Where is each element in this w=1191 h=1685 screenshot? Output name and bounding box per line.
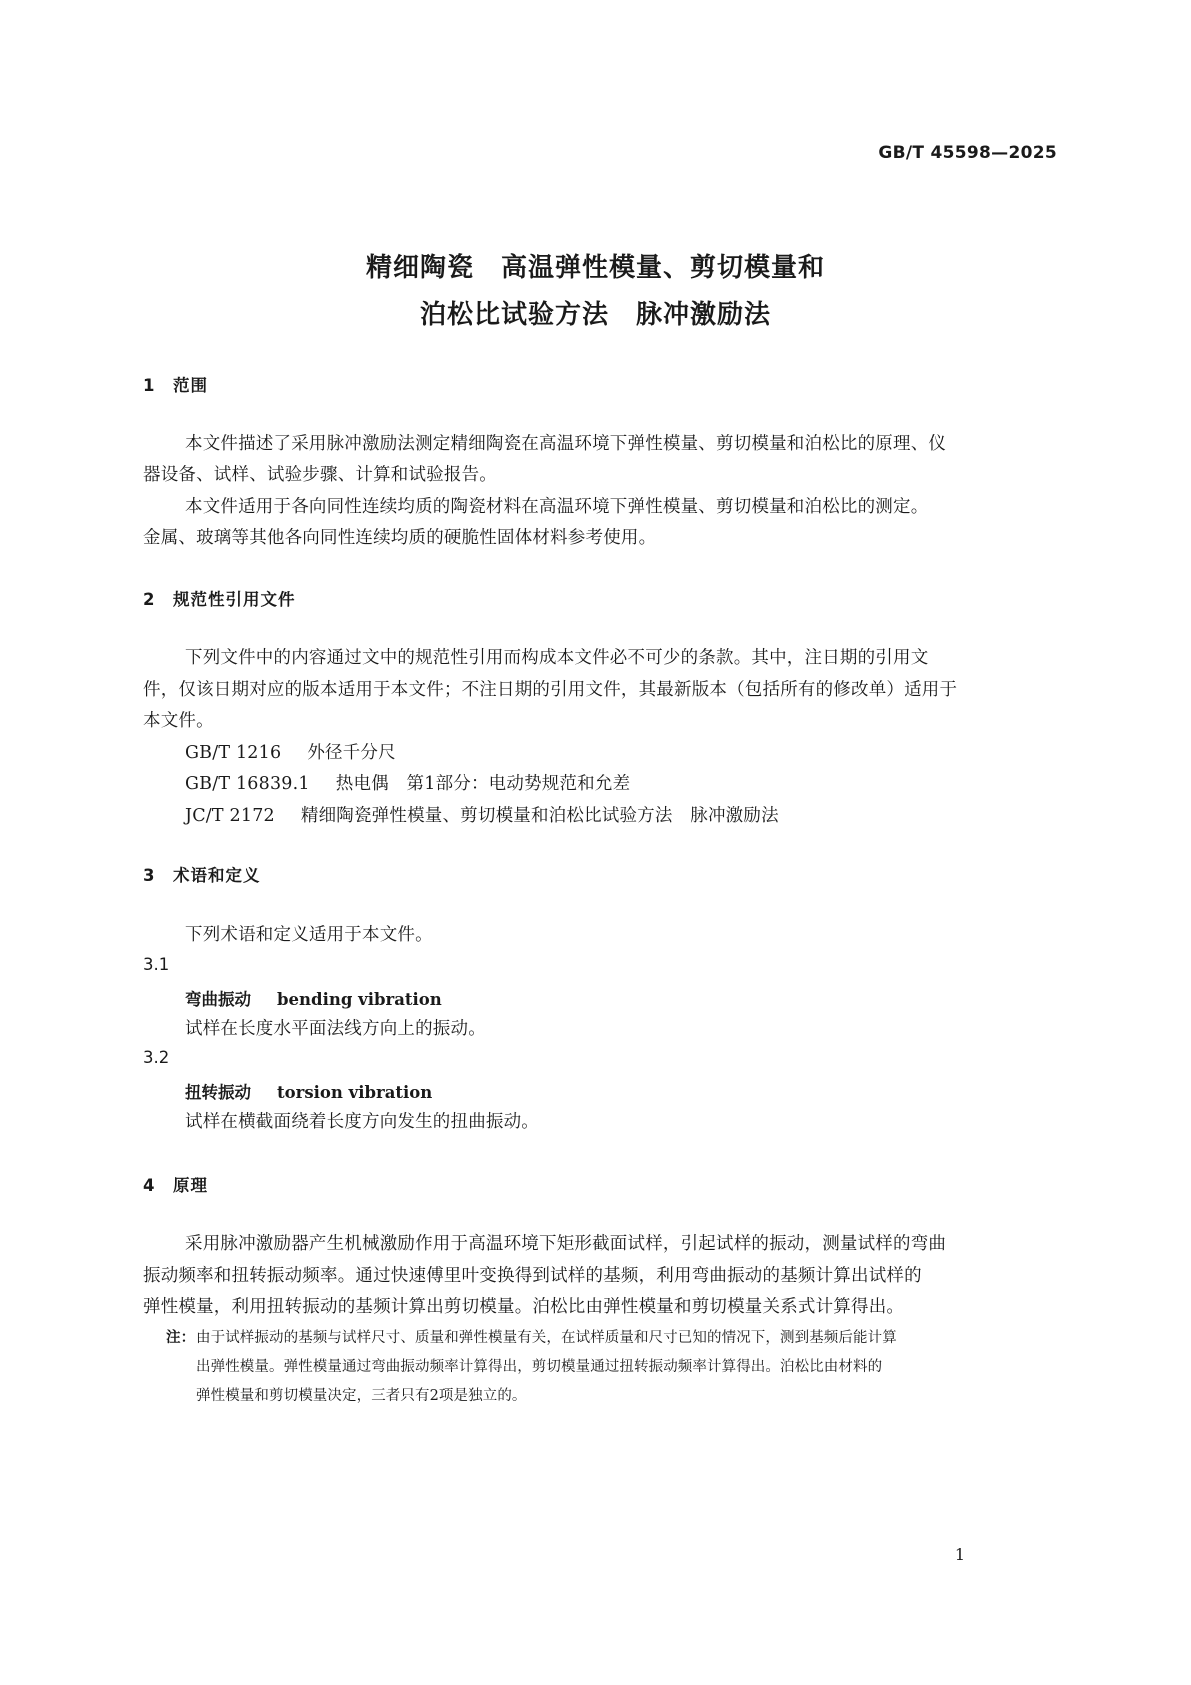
section-title: 原理 bbox=[173, 1176, 208, 1195]
term-entry bbox=[185, 986, 442, 1010]
section-number: 3 bbox=[143, 866, 156, 885]
document-title-line-1: 精细陶瓷 高温弹性模量、剪切模量和 bbox=[365, 253, 825, 283]
term-zh: 扭转振动 bbox=[185, 1083, 251, 1102]
reference-name: 精细陶瓷弹性模量、剪切模量和泊松比试验方法 脉冲激励法 bbox=[300, 806, 779, 826]
term-definition: 试样在横截面绕着长度方向发生的扭曲振动。 bbox=[185, 1112, 539, 1132]
section-title: 范围 bbox=[173, 376, 208, 395]
paragraph-line: 金属、玻璃等其他各向同性连续均质的硬脆性固体材料参考使用。 bbox=[143, 528, 657, 548]
paragraph-line: 采用脉冲激励器产生机械激励作用于高温环境下矩形截面试样，引起试样的振动，测量试样的弯曲 bbox=[185, 1234, 947, 1254]
section-4-heading bbox=[143, 1172, 208, 1196]
reference-code: JC/T 2172 bbox=[185, 806, 275, 826]
term-entry bbox=[185, 1079, 432, 1103]
reference-name: 热电偶 第1部分：电动势规范和允差 bbox=[335, 774, 631, 794]
term-en: bending vibration bbox=[277, 990, 442, 1009]
note-line: 由于试样振动的基频与试样尺寸、质量和弹性模量有关，在试样质量和尺寸已知的情况下，测到基频后能计算 bbox=[196, 1330, 897, 1346]
section-title: 术语和定义 bbox=[173, 866, 261, 885]
term-number: 3.2 bbox=[143, 1048, 170, 1067]
term-definition: 试样在长度水平面法线方向上的振动。 bbox=[185, 1019, 486, 1039]
document-title-line-2: 泊松比试验方法 脉冲激励法 bbox=[419, 300, 771, 330]
paragraph-line: 本文件。 bbox=[143, 711, 214, 731]
paragraph-line: 下列术语和定义适用于本文件。 bbox=[185, 925, 433, 945]
paragraph-line: 振动频率和扭转振动频率。通过快速傅里叶变换得到试样的基频，利用弯曲振动的基频计算出试样的 bbox=[143, 1266, 922, 1286]
section-number: 4 bbox=[143, 1176, 156, 1195]
section-number: 2 bbox=[143, 590, 156, 609]
normative-reference bbox=[185, 802, 779, 827]
paragraph-line: 件，仅该日期对应的版本适用于本文件；不注日期的引用文件，其最新版本（包括所有的修改单）适用于 bbox=[143, 680, 958, 700]
paragraph-line: 本文件适用于各向同性连续均质的陶瓷材料在高温环境下弹性模量、剪切模量和泊松比的测定。 bbox=[185, 497, 929, 517]
section-2-heading bbox=[143, 586, 296, 610]
normative-reference bbox=[185, 770, 630, 795]
reference-code: GB/T 16839.1 bbox=[185, 774, 310, 794]
term-en: torsion vibration bbox=[277, 1083, 433, 1102]
section-3-heading bbox=[143, 862, 261, 886]
standard-id: GB/T 45598—2025 bbox=[878, 143, 1057, 163]
section-title: 规范性引用文件 bbox=[173, 590, 296, 609]
section-1-heading bbox=[143, 372, 208, 396]
paragraph-line: 下列文件中的内容通过文中的规范性引用而构成本文件必不可少的条款。其中，注日期的引用文 bbox=[185, 648, 929, 668]
note-line: 弹性模量和剪切模量决定，三者只有2项是独立的。 bbox=[196, 1388, 527, 1404]
note-line: 出弹性模量。弹性模量通过弯曲振动频率计算得出，剪切模量通过扭转振动频率计算得出。泊松比由材料的 bbox=[196, 1359, 883, 1375]
term-zh: 弯曲振动 bbox=[185, 990, 251, 1009]
paragraph-line: 弹性模量，利用扭转振动的基频计算出剪切模量。泊松比由弹性模量和剪切模量关系式计算得出。 bbox=[143, 1297, 905, 1317]
term-number: 3.1 bbox=[143, 955, 170, 974]
normative-reference bbox=[185, 739, 396, 764]
section-number: 1 bbox=[143, 376, 156, 395]
reference-name: 外径千分尺 bbox=[307, 743, 396, 763]
paragraph-line: 器设备、试样、试验步骤、计算和试验报告。 bbox=[143, 465, 497, 485]
page-number: 1 bbox=[954, 1545, 965, 1564]
paragraph-line: 本文件描述了采用脉冲激励法测定精细陶瓷在高温环境下弹性模量、剪切模量和泊松比的原理、仪 bbox=[185, 434, 947, 454]
note-label: 注： bbox=[166, 1329, 196, 1346]
reference-code: GB/T 1216 bbox=[185, 743, 282, 763]
